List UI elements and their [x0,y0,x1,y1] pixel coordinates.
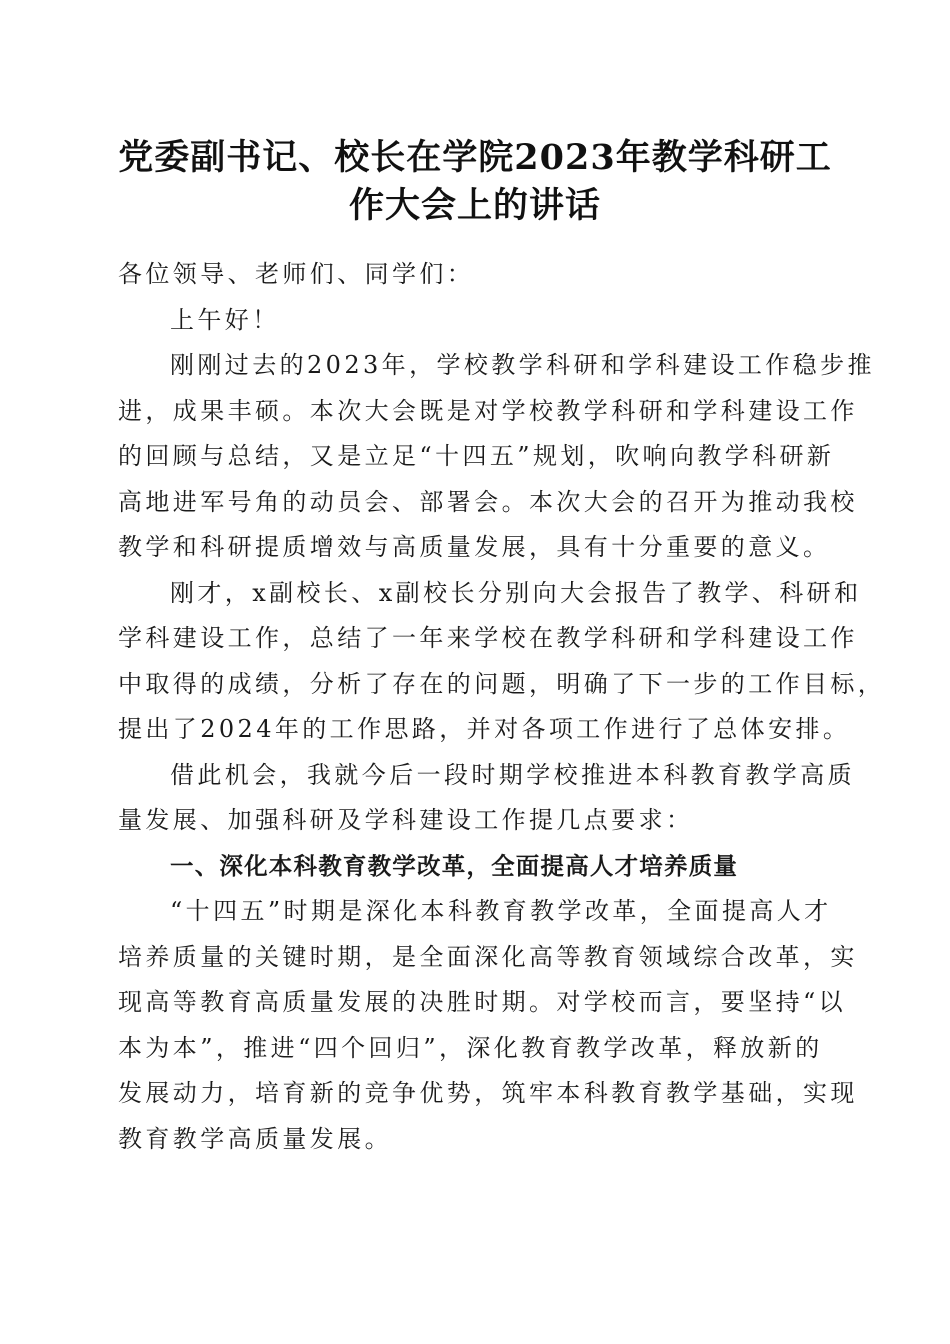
paragraph-line: 借此机会，我就今后一段时期学校推进本科教育教学高质 [170,760,855,789]
paragraph-line: 本为本”，推进“四个回归”，深化教育教学改革，释放新的 [118,1033,823,1062]
section-heading: 一、深化本科教育教学改革，全面提高人才培养质量 [170,851,739,880]
title-line-2: 作大会上的讲话 [348,185,601,226]
paragraph-line: 进，成果丰硕。本次大会既是对学校教学科研和学科建设工作 [118,396,858,425]
paragraph-line: 发展动力，培育新的竞争优势，筑牢本科教育教学基础，实现 [118,1079,858,1107]
paragraph-line: 学科建设工作，总结了一年来学校在教学科研和学科建设工作 [118,624,858,652]
document-body [118,252,886,1162]
paragraph-line: “十四五”时期是深化本科教育教学改革，全面提高人才 [170,897,832,925]
paragraph-line: 的回顾与总结，又是立足“十四五”规划，吹响向教学科研新 [118,442,835,470]
greeting: 上午好！ [170,305,280,334]
paragraph-line: 教学和科研提质增效与高质量发展，具有十分重要的意义。 [118,533,831,561]
paragraph-line: 量发展、加强科研及学科建设工作提几点要求： [118,806,694,834]
paragraph-line: 教育教学高质量发展。 [118,1124,392,1153]
paragraph-line: 培养质量的关键时期，是全面深化高等教育领域综合改革，实 [118,942,858,971]
title-line-1: 党委副书记、校长在学院2023年教学科研工 [118,137,832,178]
paragraph-line: 中取得的成绩，分析了存在的问题，明确了下一步的工作目标， [118,669,886,698]
paragraph-line: 现高等教育高质量发展的决胜时期。对学校而言，要坚持“以 [118,988,847,1016]
paragraph-line: 刚刚过去的2023年，学校教学科研和学科建设工作稳步推 [170,351,875,379]
paragraph-line: 高地进军号角的动员会、部署会。本次大会的召开为推动我校 [118,487,858,516]
paragraph-line: 刚才，x副校长、x副校长分别向大会报告了教学、科研和 [170,578,862,607]
document-title [110,134,840,230]
salutation: 各位领导、老师们、同学们： [118,260,475,288]
paragraph-line: 提出了2024年的工作思路，并对各项工作进行了总体安排。 [118,715,851,743]
